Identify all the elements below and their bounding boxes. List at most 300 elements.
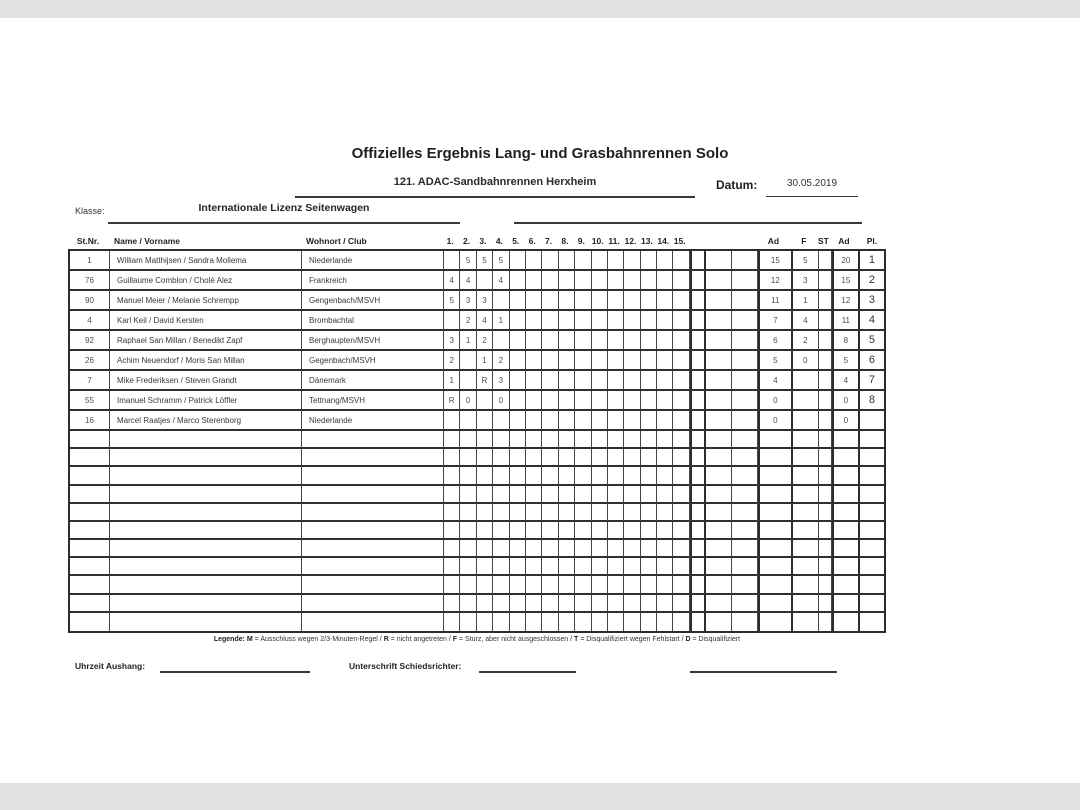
cell-blank xyxy=(706,431,732,449)
cell-heat-4 xyxy=(493,595,509,613)
cell-f-points xyxy=(793,411,819,431)
cell-heat-15 xyxy=(673,331,689,351)
cell-heat-9 xyxy=(575,371,591,391)
cell-heat-9 xyxy=(575,251,591,271)
cell-st xyxy=(819,371,832,391)
cell-blank xyxy=(732,411,758,431)
cell-stnr xyxy=(70,540,110,558)
cell-heat-6 xyxy=(526,411,542,431)
cell-mark xyxy=(690,251,706,271)
klasse-value: Internationale Lizenz Seitenwagen xyxy=(108,202,460,224)
cell-heat-12 xyxy=(624,540,640,558)
cell-heat-13 xyxy=(641,371,657,391)
datum-label: Datum: xyxy=(716,178,758,192)
cell-heat-13 xyxy=(641,251,657,271)
cell-heat-2 xyxy=(460,371,476,391)
cell-heat-8 xyxy=(559,522,575,540)
cell-heat-11 xyxy=(608,291,624,311)
cell-heat-1 xyxy=(444,251,460,271)
cell-heat-3 xyxy=(477,540,493,558)
cell-heat-7 xyxy=(542,486,558,504)
cell-heat-4 xyxy=(493,486,509,504)
cell-ad-points xyxy=(758,486,793,504)
cell-heat-1 xyxy=(444,411,460,431)
cell-heat-2 xyxy=(460,576,476,594)
cell-blank xyxy=(706,311,732,331)
cell-mark xyxy=(690,467,706,485)
cell-heat-15 xyxy=(673,504,689,522)
cell-f-points xyxy=(793,576,819,594)
cell-heat-10 xyxy=(592,271,608,291)
legend xyxy=(68,636,886,643)
cell-heat-8 xyxy=(559,613,575,631)
cell-ad-total xyxy=(832,467,860,485)
cell-heat-2 xyxy=(460,449,476,467)
cell-heat-11 xyxy=(608,371,624,391)
cell-heat-6 xyxy=(526,540,542,558)
cell-heat-11 xyxy=(608,467,624,485)
cell-stnr xyxy=(70,613,110,631)
cell-heat-13 xyxy=(641,271,657,291)
cell-heat-14 xyxy=(657,540,673,558)
cell-blank xyxy=(732,504,758,522)
cell-heat-7 xyxy=(542,351,558,371)
cell-ad-total xyxy=(832,486,860,504)
header-heat-1: 1. xyxy=(446,236,454,246)
cell-ad-total xyxy=(832,431,860,449)
header-heat-4: 4. xyxy=(495,236,503,246)
cell-heat-10 xyxy=(592,391,608,411)
cell-heat-7 xyxy=(542,251,558,271)
cell-heat-10 xyxy=(592,371,608,391)
cell-heat-7 xyxy=(542,467,558,485)
cell-ad-points: 6 xyxy=(758,331,793,351)
cell-club xyxy=(302,504,444,522)
cell-heat-13 xyxy=(641,595,657,613)
cell-heat-15 xyxy=(673,311,689,331)
cell-heat-10 xyxy=(592,467,608,485)
cell-heat-10 xyxy=(592,558,608,576)
cell-st xyxy=(819,271,832,291)
cell-heat-1 xyxy=(444,576,460,594)
cell-heat-13 xyxy=(641,467,657,485)
cell-ad-total xyxy=(832,613,860,631)
cell-heat-15 xyxy=(673,431,689,449)
cell-heat-6 xyxy=(526,486,542,504)
cell-heat-8 xyxy=(559,331,575,351)
cell-name xyxy=(110,558,302,576)
cell-place xyxy=(860,411,884,431)
cell-blank xyxy=(706,351,732,371)
cell-heat-11 xyxy=(608,251,624,271)
cell-heat-6 xyxy=(526,595,542,613)
cell-place: 1 xyxy=(860,251,884,271)
cell-heat-2 xyxy=(460,431,476,449)
cell-f-points xyxy=(793,449,819,467)
cell-ad-points: 15 xyxy=(758,251,793,271)
cell-heat-3: 4 xyxy=(477,311,493,331)
cell-club: Brombachtal xyxy=(302,311,444,331)
cell-heat-5 xyxy=(510,271,526,291)
cell-heat-7 xyxy=(542,504,558,522)
header-stnr: St.Nr. xyxy=(76,236,100,246)
cell-heat-7 xyxy=(542,613,558,631)
cell-heat-12 xyxy=(624,251,640,271)
legend-text: = Ausschluss wegen 2/3-Minuten-Regel / xyxy=(254,636,384,643)
cell-st xyxy=(819,449,832,467)
cell-heat-15 xyxy=(673,271,689,291)
cell-place xyxy=(860,540,884,558)
cell-heat-12 xyxy=(624,391,640,411)
cell-club xyxy=(302,595,444,613)
cell-stnr xyxy=(70,522,110,540)
cell-st xyxy=(819,540,832,558)
cell-heat-12 xyxy=(624,351,640,371)
cell-heat-4 xyxy=(493,540,509,558)
cell-heat-9 xyxy=(575,351,591,371)
cell-heat-9 xyxy=(575,486,591,504)
cell-heat-4 xyxy=(493,331,509,351)
cell-ad-points: 0 xyxy=(758,411,793,431)
legend-text: = Sturz, aber nicht ausgeschlossen / xyxy=(459,636,574,643)
cell-heat-6 xyxy=(526,613,542,631)
cell-heat-15 xyxy=(673,558,689,576)
cell-heat-9 xyxy=(575,271,591,291)
cell-mark xyxy=(690,271,706,291)
cell-blank xyxy=(732,522,758,540)
cell-heat-2 xyxy=(460,351,476,371)
cell-blank xyxy=(732,540,758,558)
cell-heat-14 xyxy=(657,558,673,576)
cell-heat-4 xyxy=(493,291,509,311)
cell-blank xyxy=(706,504,732,522)
legend-label: Legende: xyxy=(213,636,247,643)
cell-heat-10 xyxy=(592,595,608,613)
cell-heat-13 xyxy=(641,613,657,631)
cell-heat-4 xyxy=(493,431,509,449)
cell-place xyxy=(860,504,884,522)
cell-heat-7 xyxy=(542,271,558,291)
cell-heat-4: 4 xyxy=(493,271,509,291)
cell-blank xyxy=(732,431,758,449)
cell-heat-7 xyxy=(542,391,558,411)
results-table xyxy=(68,249,886,633)
cell-heat-13 xyxy=(641,540,657,558)
cell-st xyxy=(819,391,832,411)
cell-heat-14 xyxy=(657,251,673,271)
cell-blank xyxy=(732,311,758,331)
cell-heat-14 xyxy=(657,311,673,331)
cell-place: 5 xyxy=(860,331,884,351)
cell-heat-13 xyxy=(641,558,657,576)
cell-heat-15 xyxy=(673,411,689,431)
cell-name xyxy=(110,613,302,631)
header-st: ST xyxy=(817,236,829,246)
cell-club xyxy=(302,540,444,558)
cell-heat-14 xyxy=(657,271,673,291)
cell-heat-7 xyxy=(542,331,558,351)
cell-heat-2: 5 xyxy=(460,251,476,271)
cell-heat-3 xyxy=(477,595,493,613)
bottom-scan-margin xyxy=(0,783,1080,810)
klasse-label: Klasse: xyxy=(75,206,105,216)
cell-blank xyxy=(706,271,732,291)
header-heat-11: 11. xyxy=(608,236,620,246)
cell-ad-points xyxy=(758,613,793,631)
cell-ad-total: 8 xyxy=(832,331,860,351)
cell-club xyxy=(302,522,444,540)
cell-blank xyxy=(732,371,758,391)
unterschrift-label: Unterschrift Schiedsrichter: xyxy=(349,661,462,671)
cell-heat-4 xyxy=(493,449,509,467)
cell-heat-2: 2 xyxy=(460,311,476,331)
cell-f-points: 4 xyxy=(793,311,819,331)
cell-stnr xyxy=(70,467,110,485)
cell-f-points xyxy=(793,467,819,485)
cell-stnr xyxy=(70,558,110,576)
cell-heat-2 xyxy=(460,613,476,631)
cell-ad-total: 12 xyxy=(832,291,860,311)
cell-heat-2 xyxy=(460,558,476,576)
cell-ad-points: 5 xyxy=(758,351,793,371)
cell-heat-7 xyxy=(542,311,558,331)
top-scan-margin xyxy=(0,0,1080,18)
cell-heat-5 xyxy=(510,431,526,449)
cell-ad-total xyxy=(832,576,860,594)
cell-stnr xyxy=(70,431,110,449)
cell-heat-6 xyxy=(526,431,542,449)
cell-heat-14 xyxy=(657,486,673,504)
cell-blank xyxy=(732,486,758,504)
cell-ad-points: 12 xyxy=(758,271,793,291)
cell-name xyxy=(110,540,302,558)
cell-heat-5 xyxy=(510,558,526,576)
cell-heat-8 xyxy=(559,595,575,613)
cell-place: 3 xyxy=(860,291,884,311)
cell-heat-3: R xyxy=(477,371,493,391)
cell-club xyxy=(302,467,444,485)
cell-heat-12 xyxy=(624,467,640,485)
cell-heat-4: 5 xyxy=(493,251,509,271)
cell-heat-8 xyxy=(559,251,575,271)
cell-heat-11 xyxy=(608,486,624,504)
cell-name xyxy=(110,576,302,594)
cell-place xyxy=(860,486,884,504)
cell-heat-1 xyxy=(444,540,460,558)
header-heat-8: 8. xyxy=(561,236,569,246)
cell-heat-5 xyxy=(510,449,526,467)
cell-heat-12 xyxy=(624,504,640,522)
cell-heat-9 xyxy=(575,391,591,411)
cell-ad-total xyxy=(832,449,860,467)
cell-heat-5 xyxy=(510,331,526,351)
cell-heat-10 xyxy=(592,522,608,540)
cell-blank xyxy=(706,558,732,576)
cell-heat-12 xyxy=(624,431,640,449)
cell-heat-10 xyxy=(592,504,608,522)
cell-blank xyxy=(706,467,732,485)
cell-heat-11 xyxy=(608,504,624,522)
cell-heat-8 xyxy=(559,504,575,522)
cell-heat-9 xyxy=(575,522,591,540)
cell-heat-3: 2 xyxy=(477,331,493,351)
cell-heat-8 xyxy=(559,467,575,485)
cell-heat-11 xyxy=(608,449,624,467)
cell-heat-12 xyxy=(624,486,640,504)
cell-heat-14 xyxy=(657,449,673,467)
cell-heat-3 xyxy=(477,522,493,540)
cell-heat-5 xyxy=(510,371,526,391)
cell-heat-11 xyxy=(608,540,624,558)
cell-place xyxy=(860,613,884,631)
cell-heat-15 xyxy=(673,291,689,311)
cell-place xyxy=(860,558,884,576)
cell-heat-9 xyxy=(575,576,591,594)
cell-name xyxy=(110,595,302,613)
cell-f-points: 5 xyxy=(793,251,819,271)
cell-heat-2 xyxy=(460,467,476,485)
cell-mark xyxy=(690,431,706,449)
cell-heat-4 xyxy=(493,504,509,522)
cell-heat-14 xyxy=(657,411,673,431)
cell-club xyxy=(302,449,444,467)
cell-heat-3 xyxy=(477,504,493,522)
cell-ad-total xyxy=(832,540,860,558)
uhrzeit-aushang-label: Uhrzeit Aushang: xyxy=(75,661,146,671)
cell-blank xyxy=(732,291,758,311)
cell-heat-15 xyxy=(673,522,689,540)
cell-heat-12 xyxy=(624,371,640,391)
cell-heat-14 xyxy=(657,371,673,391)
cell-heat-12 xyxy=(624,449,640,467)
cell-blank xyxy=(706,391,732,411)
cell-heat-13 xyxy=(641,431,657,449)
cell-heat-7 xyxy=(542,522,558,540)
page-title: Offizielles Ergebnis Lang- und Grasbahnrennen Solo xyxy=(351,145,729,162)
cell-blank xyxy=(706,291,732,311)
cell-ad-points: 4 xyxy=(758,371,793,391)
cell-ad-total xyxy=(832,595,860,613)
cell-mark xyxy=(690,291,706,311)
cell-blank xyxy=(706,576,732,594)
cell-heat-8 xyxy=(559,558,575,576)
cell-heat-10 xyxy=(592,351,608,371)
header-heat-12: 12. xyxy=(624,236,637,246)
cell-blank xyxy=(706,613,732,631)
cell-mark xyxy=(690,411,706,431)
cell-ad-points xyxy=(758,595,793,613)
cell-st xyxy=(819,431,832,449)
cell-stnr: 55 xyxy=(70,391,110,411)
cell-heat-1 xyxy=(444,522,460,540)
cell-heat-12 xyxy=(624,291,640,311)
cell-ad-total: 5 xyxy=(832,351,860,371)
cell-heat-3 xyxy=(477,271,493,291)
header-club: Wohnort / Club xyxy=(306,236,367,246)
cell-ad-points xyxy=(758,467,793,485)
cell-heat-6 xyxy=(526,449,542,467)
cell-heat-12 xyxy=(624,558,640,576)
cell-club xyxy=(302,613,444,631)
cell-heat-14 xyxy=(657,576,673,594)
cell-heat-2 xyxy=(460,486,476,504)
cell-heat-11 xyxy=(608,522,624,540)
cell-heat-6 xyxy=(526,522,542,540)
cell-stnr xyxy=(70,576,110,594)
header-f: F xyxy=(801,236,807,246)
cell-heat-5 xyxy=(510,411,526,431)
cell-heat-4: 0 xyxy=(493,391,509,411)
cell-f-points xyxy=(793,558,819,576)
cell-blank xyxy=(706,251,732,271)
cell-place xyxy=(860,431,884,449)
header-heat-3: 3. xyxy=(479,236,487,246)
cell-heat-1: 2 xyxy=(444,351,460,371)
legend-text: = nicht angetreten / xyxy=(390,636,453,643)
cell-heat-8 xyxy=(559,411,575,431)
cell-heat-1 xyxy=(444,449,460,467)
cell-heat-8 xyxy=(559,371,575,391)
cell-heat-13 xyxy=(641,311,657,331)
cell-heat-13 xyxy=(641,331,657,351)
cell-place: 4 xyxy=(860,311,884,331)
cell-st xyxy=(819,467,832,485)
header-heat-6: 6. xyxy=(528,236,536,246)
cell-heat-11 xyxy=(608,411,624,431)
legend-code: R xyxy=(383,636,391,643)
cell-heat-9 xyxy=(575,449,591,467)
cell-heat-1 xyxy=(444,486,460,504)
cell-blank xyxy=(732,391,758,411)
cell-heat-1: 4 xyxy=(444,271,460,291)
cell-heat-5 xyxy=(510,613,526,631)
cell-heat-9 xyxy=(575,558,591,576)
cell-ad-total: 11 xyxy=(832,311,860,331)
cell-blank xyxy=(706,449,732,467)
cell-st xyxy=(819,595,832,613)
cell-club: Gegenbach/MSVH xyxy=(302,351,444,371)
cell-heat-1 xyxy=(444,504,460,522)
cell-heat-15 xyxy=(673,576,689,594)
cell-heat-9 xyxy=(575,291,591,311)
cell-heat-13 xyxy=(641,449,657,467)
cell-heat-3 xyxy=(477,613,493,631)
cell-heat-13 xyxy=(641,486,657,504)
cell-st xyxy=(819,291,832,311)
cell-heat-15 xyxy=(673,486,689,504)
cell-name: Mike Frederiksen / Steven Grandt xyxy=(110,371,302,391)
cell-name: William Matthijsen / Sandra Mollema xyxy=(110,251,302,271)
cell-ad-total: 15 xyxy=(832,271,860,291)
cell-heat-6 xyxy=(526,351,542,371)
cell-st xyxy=(819,613,832,631)
cell-heat-8 xyxy=(559,351,575,371)
unterschrift-line xyxy=(479,659,576,673)
cell-f-points: 3 xyxy=(793,271,819,291)
cell-heat-11 xyxy=(608,613,624,631)
cell-heat-15 xyxy=(673,613,689,631)
cell-stnr: 76 xyxy=(70,271,110,291)
cell-ad-points: 7 xyxy=(758,311,793,331)
cell-mark xyxy=(690,331,706,351)
cell-heat-14 xyxy=(657,331,673,351)
results-table-header xyxy=(68,232,886,248)
cell-stnr: 4 xyxy=(70,311,110,331)
cell-heat-2: 0 xyxy=(460,391,476,411)
header-heat-13: 13. xyxy=(640,236,653,246)
cell-stnr xyxy=(70,595,110,613)
cell-heat-13 xyxy=(641,351,657,371)
